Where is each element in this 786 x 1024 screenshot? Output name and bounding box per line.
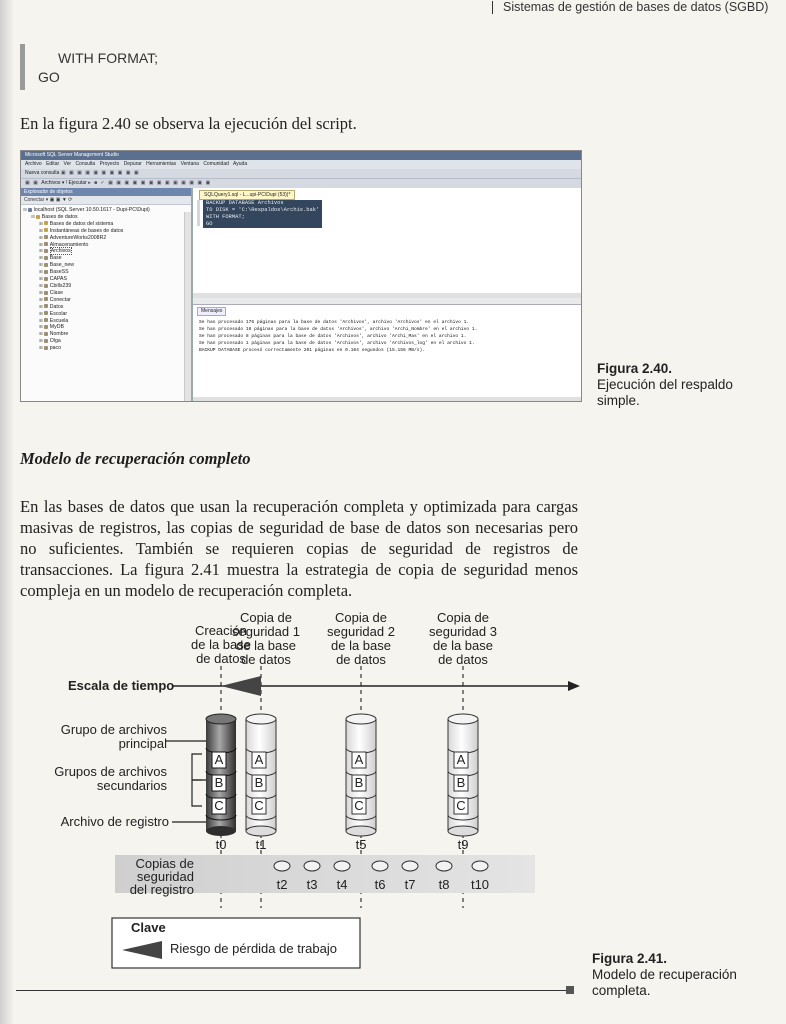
messages-scrollbar[interactable]: [193, 397, 581, 402]
code-line-1: WITH FORMAT;: [58, 50, 159, 66]
running-title: Sistemas de gestión de bases de datos (SGBD): [503, 0, 769, 14]
header-divider: [492, 1, 493, 14]
key-text: Riesgo de pérdida de trabajo: [170, 941, 337, 956]
filegroup-label-a: A: [456, 752, 466, 767]
page-binding-shadow: [0, 0, 14, 1024]
tree-item[interactable]: ⊞ MyDB: [39, 324, 64, 331]
query-editor[interactable]: [193, 188, 581, 298]
filegroup-label-c: C: [214, 798, 224, 813]
object-explorer: [21, 188, 193, 401]
timeline-arrowhead: [568, 681, 580, 691]
log-disc-t10: [472, 861, 488, 871]
sql-line: TO DISK = 'C:\Respaldos\Archis.bak': [203, 207, 322, 214]
message-line: Se han procesado 16 páginas para la base de datos 'Archivos', archivo 'Archi_Nombre' en el archivo 1.: [199, 327, 478, 332]
label-creation: Creación de la base de datos: [191, 623, 251, 666]
filegroup-label-a: A: [214, 752, 224, 767]
message-line: BACKUP DATABASE procesó correctamente 201 páginas en 0.104 segundos (15.156 MB/s).: [199, 348, 426, 353]
messages-pane: [193, 304, 581, 402]
log-disc-t6: [372, 861, 388, 871]
menu-item[interactable]: Ayuda: [233, 161, 248, 167]
toolbar-icons: ▸ ■ ✓ ▣ ▣ ▣ ▣ ▣ ▣ ▣ ▣ ▣ ▣ ▣ ▣ ▣: [88, 180, 212, 186]
tree-item[interactable]: ⊞ Bases de datos del sistema: [39, 220, 114, 227]
messages-text: [199, 319, 477, 354]
label-log-copies: Copias de seguridad del registro: [129, 856, 194, 897]
running-header: [492, 0, 782, 20]
toolbar-icons: ▣ ▣ ▣ ▣ ▣ ▣ ▣ ▣ ▣ ▣: [60, 170, 140, 176]
filegroup-label-b: B: [214, 775, 224, 790]
menu-item[interactable]: Comunidad: [203, 161, 229, 167]
tree-item[interactable]: ⊞ Conectar: [39, 296, 71, 303]
caption-number: Figura 2.41.: [592, 951, 668, 966]
log-mark-t3: t3: [306, 877, 318, 892]
section-heading: Modelo de recuperación completo: [20, 449, 251, 468]
filegroup-label-b: B: [354, 775, 364, 790]
connect-button[interactable]: Conectar: [24, 197, 45, 203]
explorer-title: Explorador de objetos: [21, 188, 191, 196]
log-mark-t6: t6: [374, 877, 386, 892]
explorer-tree: [21, 205, 191, 352]
tree-item[interactable]: ⊞ BaseSS: [39, 269, 69, 276]
menu-item[interactable]: Ventana: [180, 161, 199, 167]
time-mark-t0: t0: [215, 837, 227, 852]
tree-item[interactable]: ⊞ Nombre: [39, 331, 69, 338]
label-copy-2: Copia de seguridad 2 de la base de datos: [327, 610, 395, 667]
menu-item[interactable]: Proyecto: [99, 161, 120, 167]
tree-item[interactable]: ⊞ CAPAS: [39, 276, 67, 283]
footer-rule: [16, 990, 572, 991]
toolbar-1: [21, 169, 581, 179]
tree-item[interactable]: ⊞ Clase: [39, 289, 64, 296]
tree-item[interactable]: ⊞ paco: [39, 345, 62, 352]
tree-item[interactable]: ⊞ Archivos: [39, 248, 71, 255]
log-mark-t8: t8: [438, 877, 450, 892]
database-selector[interactable]: Archivos: [41, 180, 61, 186]
log-mark-t2: t2: [276, 877, 288, 892]
message-line: Se han procesado 176 páginas para la base de datos 'Archivos', archivo 'Archivos' en el archivo 1.: [199, 320, 470, 325]
log-disc-t7: [402, 861, 418, 871]
filegroup-label-c: C: [354, 798, 364, 813]
time-mark-t9: t9: [457, 837, 469, 852]
label-copy-1: Copia de seguridad 1 de la base de datos: [232, 610, 300, 667]
menu-item[interactable]: Ver: [63, 161, 72, 167]
label-copy-3: Copia de seguridad 3 de la base de datos: [429, 610, 497, 667]
filegroup-label-a: A: [354, 752, 364, 767]
label-secondary-groups: Grupos de archivos secundarios: [54, 764, 167, 793]
log-mark-t10: t10: [470, 877, 490, 892]
sql-line: GO: [203, 221, 322, 228]
tree-item[interactable]: ⊞ Cbills239: [39, 282, 72, 289]
tree-item[interactable]: ⊞ Datos: [39, 303, 64, 310]
footer-square: [566, 986, 574, 994]
caption-number: Figura 2.40.: [597, 361, 673, 376]
log-disc-t4: [334, 861, 350, 871]
tree-server[interactable]: ⊟ localhost (SQL Server 10.50.1617 - Dupi-PC\Dupi): [23, 207, 150, 213]
new-query-button[interactable]: Nueva consulta: [25, 170, 60, 176]
filegroup-label-b: B: [254, 775, 264, 790]
message-line: Se han procesado 8 páginas para la base de datos 'Archivos', archivo 'Archi_Mas' en el archivo 1.: [199, 334, 467, 339]
time-mark-t5: t5: [355, 837, 367, 852]
log-disc-t2: [274, 861, 290, 871]
execute-button[interactable]: Ejecutar: [68, 180, 87, 186]
tree-item[interactable]: ⊟ Bases de datos: [31, 213, 78, 220]
execute-icon: !: [65, 180, 69, 186]
code-line-2: GO: [38, 69, 60, 85]
toolbar-icons: ▣ ▣: [25, 180, 42, 186]
key-title: Clave: [131, 920, 166, 935]
menu-item[interactable]: Archivo: [25, 161, 42, 167]
message-line: Se han procesado 1 páginas para la base de datos 'Archivos', archivo 'Archivos_log' en el archivo 1.: [199, 341, 475, 346]
risk-wedge: [221, 676, 261, 696]
log-disc-t3: [304, 861, 320, 871]
menu-item[interactable]: Depurar: [123, 161, 142, 167]
filter-icon: ▾ ▣ ▣ ▼ ⟳: [45, 197, 73, 203]
menu-item[interactable]: Herramientas: [146, 161, 177, 167]
log-mark-t7: t7: [404, 877, 416, 892]
timeline-label: Escala de tiempo: [68, 678, 175, 693]
sql-code: [203, 200, 322, 228]
code-block: [20, 44, 320, 92]
filegroup-label-b: B: [456, 775, 466, 790]
caption-text: Ejecución del respaldo simple.: [597, 377, 733, 408]
caption-text: Modelo de recuperación completa.: [592, 967, 737, 998]
tree-item[interactable]: ⊞ Escolar: [39, 310, 68, 317]
explorer-scrollbar[interactable]: [184, 212, 191, 401]
editor-margin: [197, 200, 200, 226]
time-mark-t1: t1: [255, 837, 267, 852]
tree-item[interactable]: ⊞ Base: [39, 255, 62, 262]
code-rule: [20, 44, 25, 90]
menu-bar: [21, 160, 581, 169]
caption-figure-2-41: [592, 951, 752, 999]
filegroup-label-c: C: [254, 798, 264, 813]
log-mark-t4: t4: [336, 877, 348, 892]
tree-item[interactable]: ⊞ Almacenamiento: [39, 241, 89, 248]
messages-tab[interactable]: Mensajes: [197, 307, 226, 316]
tree-item[interactable]: ⊞ AdventureWorks2008R2: [39, 234, 107, 241]
caption-figure-2-40: [597, 361, 747, 409]
diagram-graphics: [40, 608, 600, 978]
figure-2-40-screenshot: [20, 150, 582, 402]
paragraph-intro: En la figura 2.40 se observa la ejecución del script.: [20, 114, 357, 133]
label-log-file: Archivo de registro: [60, 814, 169, 829]
filegroup-label-a: A: [254, 752, 264, 767]
menu-item[interactable]: Consulta: [75, 161, 96, 167]
tree-item[interactable]: ⊞ Escuela: [39, 317, 69, 324]
sql-line: WITH FORMAT;: [203, 214, 322, 221]
paragraph-recovery-model: En las bases de datos que usan la recuperación completa y optimizada para cargas masivas de registros, las copias de seguridad de base de datos son necesarias pero no suficientes. También se requieren copias de seguridad de registros de transacciones. La figura 2.41 muestra la estrategia de copia de seguridad menos compleja en un modelo de recuperación completa.: [20, 497, 578, 600]
menu-item[interactable]: Editar: [46, 161, 60, 167]
explorer-toolbar: [21, 196, 191, 205]
tree-item[interactable]: ⊞ Base_new: [39, 262, 75, 269]
query-tab[interactable]: SQLQuery1.sql - L...upi-PC\Dupi (53))*: [199, 190, 295, 200]
tree-item[interactable]: ⊞ Instantáneas de bases de datos: [39, 227, 124, 234]
window-title: Microsoft SQL Server Management Studio: [21, 151, 581, 160]
tree-item[interactable]: ⊞ Olga: [39, 338, 61, 345]
label-primary-group: Grupo de archivos principal: [60, 722, 167, 751]
log-disc-t8: [436, 861, 452, 871]
figure-2-41-diagram: [40, 608, 600, 978]
sql-line: BACKUP DATABASE Archivos: [203, 200, 322, 207]
chevron-down-icon: ▾: [61, 180, 66, 186]
editor-scrollbar[interactable]: [193, 293, 581, 298]
filegroup-label-c: C: [456, 798, 466, 813]
